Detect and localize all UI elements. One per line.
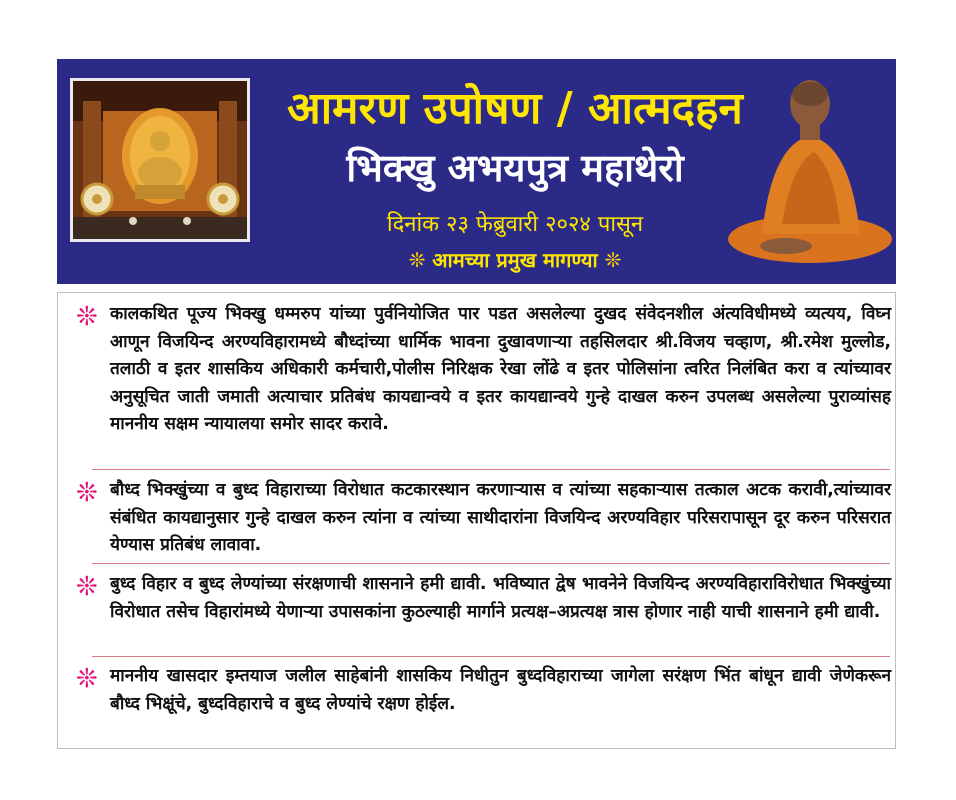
divider [92, 469, 890, 470]
demand-item [76, 477, 891, 560]
demand-item [76, 571, 891, 626]
demands-heading [255, 246, 775, 274]
demand-text: माननीय खासदार इम्तयाज जलील साहेबांनी शासकिय निधीतुन बुध्दविहाराच्या जागेला सरंक्षण भिंत बांधून द्यावी जेणेकरून बौध्द भिक्षूंचे, बुध्दविहाराचे व बुध्द लेण्यांचे रक्षण होईल. [110, 666, 891, 714]
title-line-2: भिक्खु अभयपुत्र महाथेरो [346, 146, 684, 190]
bullet-star-icon: ❊ [76, 478, 98, 508]
star-icon: ❊ [408, 248, 426, 272]
demand-text: बुध्द विहार व बुध्द लेण्यांच्या संरक्षणाची शासनाने हमी द्यावी. भविष्यात द्वेष भावनेने विजयिन्द अरण्यविहाराविरोधात भिक्खुंच्या विरोधात तसेच विहारांमध्ये येणाऱ्या उपासकांना कुठल्याही मार्गाने प्रत्यक्ष–अप्रत्यक्ष त्रास होणार नाही याची शासनाने हमी द्यावी. [110, 574, 891, 622]
buddha-temple-image [70, 78, 250, 242]
date-line: दिनांक २३ फेब्रुवारी २०२४ पासून [386, 212, 644, 237]
bullet-star-icon: ❊ [76, 302, 98, 332]
divider [92, 656, 890, 657]
demands-panel [57, 292, 896, 749]
bullet-star-icon: ❊ [76, 664, 98, 694]
demand-item [76, 301, 891, 439]
title-line-1: आमरण उपोषण / आत्मदहन [287, 83, 743, 134]
bullet-star-icon: ❊ [76, 572, 98, 602]
demand-text: कालकथित पूज्य भिक्खु धम्मरुप यांच्या पुर्वनियोजित पार पडत असलेल्या दुखद संवेदनशील अंत्यविधीमध्ये व्यत्यय, विघ्न आणून विजयिन्द अरण्यविहारामध्ये बौध्दांच्या धार्मिक भावना दुखावणाऱ्या तहसिलदार श्री.विजय चव्हाण, श्री.रमेश मुल्लोड, तलाठी व इतर शासकिय अधिकारी कर्मचारी,पोलीस निरिक्षक रेखा लोंढे व इतर पोलिसांना त्वरित निलंबित करा व त्यांच्यावर अनुसूचित जाती जमाती अत्याचार प्रतिबंध कायद्यान्वये व इतर कायद्यान्वये गुन्हे दाखल करुन उपलब्ध असलेल्या पुराव्यांसह माननीय सक्षम न्यायालया समोर सादर करावे. [110, 304, 891, 435]
divider [92, 563, 890, 564]
demands-heading-text: आमच्या प्रमुख मागण्या [432, 248, 598, 272]
demand-item [76, 663, 891, 718]
star-icon: ❊ [604, 248, 622, 272]
demand-text: बौध्द भिक्खुंच्या व बुध्द विहाराच्या विरोधात कटकारस्थान करणाऱ्यास व त्यांच्या सहकाऱ्यास तत्काल अटक करावी,त्यांच्यावर संबंधित कायद्यानुसार गुन्हे दाखल करुन त्यांना व त्यांच्या साथीदारांना विजयिन्द अरण्यविहार परिसरापासून दूर करुन परिसरात येण्यास प्रतिबंध लावावा. [110, 480, 891, 556]
